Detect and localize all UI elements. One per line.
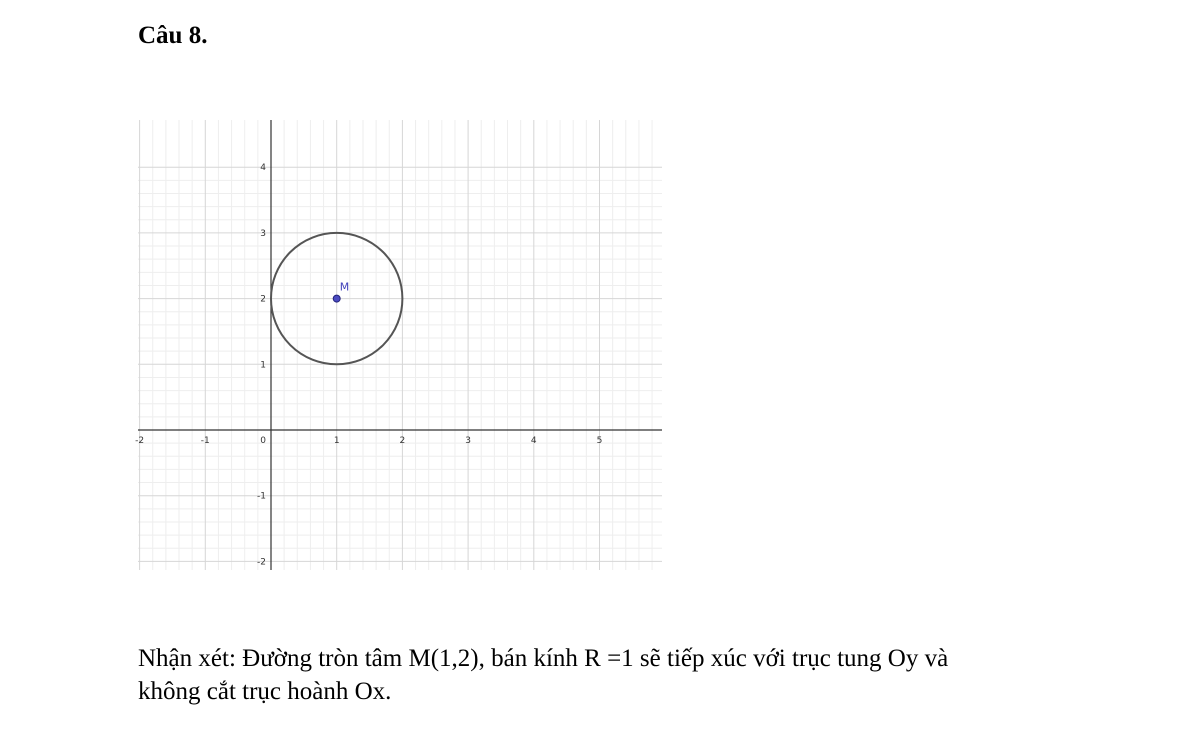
remark-line-1: Nhận xét: Đường tròn tâm M(1,2), bán kính R =1 sẽ tiếp xúc với trục tung Oy và bbox=[138, 645, 949, 672]
point-m-label: M bbox=[339, 280, 350, 294]
x-tick-label: 5 bbox=[596, 436, 603, 446]
y-tick-label: -1 bbox=[257, 491, 266, 502]
y-tick-label: 4 bbox=[260, 163, 266, 174]
coordinate-graph bbox=[130, 115, 670, 575]
x-tick-label: 3 bbox=[465, 436, 471, 446]
remark-line-2: không cắt trục hoành Ox. bbox=[138, 678, 392, 705]
y-tick-label: 1 bbox=[260, 360, 266, 371]
y-tick-label: 3 bbox=[260, 228, 266, 239]
remark-paragraph bbox=[138, 642, 1098, 708]
question-title: Câu 8. bbox=[138, 22, 208, 49]
y-tick-label: -2 bbox=[257, 557, 266, 568]
x-tick-label: 1 bbox=[333, 436, 340, 446]
point-m bbox=[333, 295, 340, 302]
graph-svg bbox=[130, 115, 670, 575]
x-tick-label: -1 bbox=[200, 436, 210, 446]
x-tick-label: 4 bbox=[530, 436, 537, 446]
x-tick-label: 2 bbox=[399, 436, 406, 446]
x-tick-label: -2 bbox=[135, 436, 145, 446]
y-tick-label: 2 bbox=[260, 294, 266, 305]
x-tick-label: 0 bbox=[260, 436, 266, 446]
